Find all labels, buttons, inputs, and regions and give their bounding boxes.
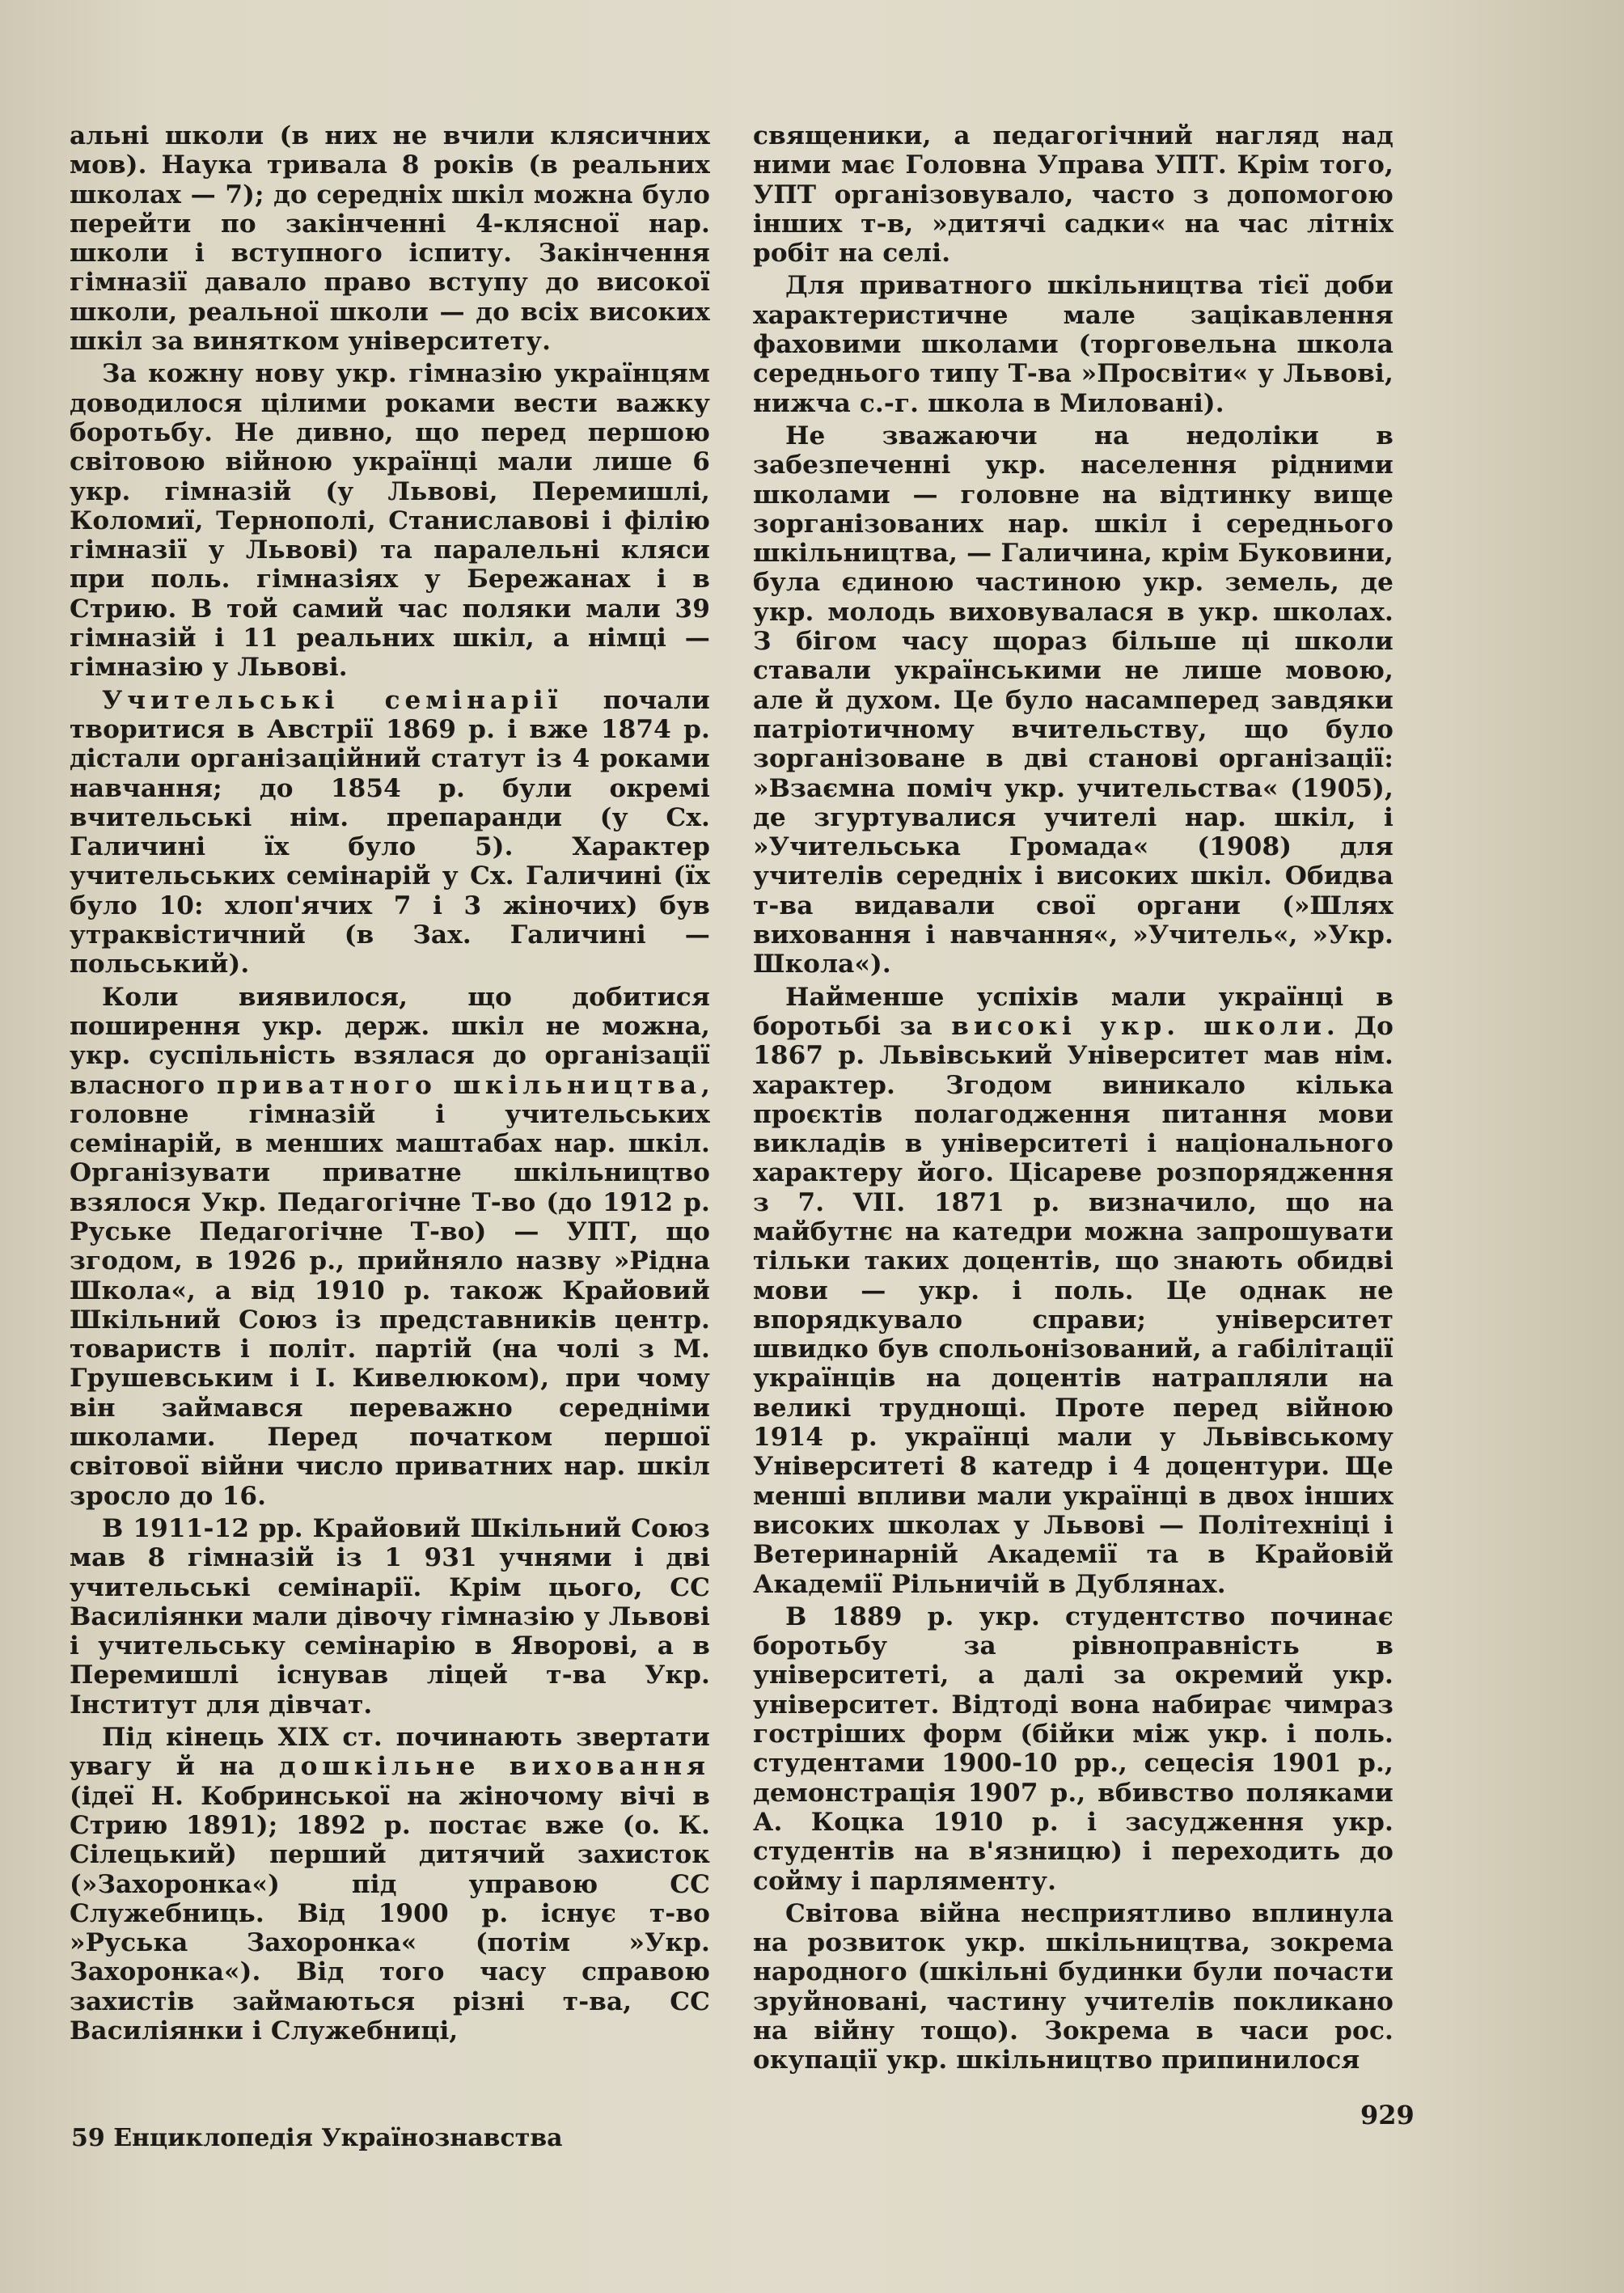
paragraph [70, 686, 710, 979]
paragraph-text: , головне гімназій і учительських семінарій, в менших маштабах нар. шкіл. Організувати приватне шкільництво взялося Укр. Педагогічне Т-во (до 1912 р. Руське Педагогічне Т-во) — УПТ, що згодом, в 1926 р., прийняло назву »Рідна Школа«, а від 1910 р. також Крайовий Шкільний Союз із представників центр. товариств і політ. партій (на чолі з М. Грушевським і І. Кивелюком), при чому він займався переважно середніми школами. Перед початком першої світової війни число приватних нар. шкіл зросло до 16. [70, 1070, 710, 1511]
right-column [753, 121, 1394, 2079]
paragraph-text: (ідеї Н. Кобринської на жіночому вічі в Стрию 1891); 1892 р. постає вже (о. К. Сілецький) перший дитячий захисток (»Захоронка«) під управою СС Служебниць. Від 1900 р. існує т-во »Руська Захоронка« (потім »Укр. Захоронка«). Від того часу справою захистів займаються різні т-ва, СС Василіянки і Служебниці, [70, 1781, 710, 2046]
paragraph-text: Найменше успіхів мали українці в боротьбі за [753, 982, 1394, 1041]
paragraph: священики, а педагогічний нагляд над ними має Головна Управа УПТ. Крім того, УПТ організовувало, часто з допомогою інших т-в, »дитячі садки« на час літніх робіт на селі. [753, 121, 1394, 269]
page-number: 929 [1360, 2100, 1415, 2130]
paragraph: Не зважаючи на недоліки в забезпеченні укр. населення рідними школами — головне на відтинку вище зорганізованих нар. шкіл і середнього шкільництва, — Галичина, крім Буковини, була єдиною частиною укр. земель, де укр. молодь виховувалася в укр. школах. З бігом часу щораз більше ці школи ставали українськими не лише мовою, але й духом. Це було насамперед завдяки патріотичному вчительству, що було зорганізоване в дві станові організації: »Взаємна поміч укр. учительства« (1905), де згуртувалися учителі нар. шкіл, і »Учительська Громада« (1908) для учителів середніх і високих шкіл. Обидва т-ва видавали свої органи (»Шлях виховання і навчання«, »Учитель«, »Укр. Школа«). [753, 421, 1394, 979]
paragraph: За кожну нову укр. гімназію українцям доводилося цілими роками вести важку боротьбу. Не дивно, що перед першою світовою війною українці мали лише 6 укр. гімназій (у Львові, Перемишлі, Коломиї, Тернополі, Станиславові і філію гімназії у Львові) та паралельні кляси при поль. гімназіях у Бережанах і в Стрию. В той самий час поляки мали 39 гімназій і 11 реальних шкіл, а німці — гімназію у Львові. [70, 359, 710, 683]
paragraph: Для приватного шкільництва тієї доби характеристичне мале зацікавлення фаховими школами (торговельна школа середнього типу Т-ва »Просвіти« у Львові, нижча с.-г. школа в Миловані). [753, 271, 1394, 418]
paragraph-text: . До 1867 р. Львівський Університет мав нім. характер. Згодом виникало кілька проєктів полагодження питання мови викладів в університеті і національного характеру його. Цісареве розпорядження з 7. VII. 1871 р. визначило, що на майбутнє на катедри можна запрошувати тільки таких доцентів, що знають обидві мови — укр. і поль. Це однак не впорядкувало справи; університет швидко був спольонізований, а габілітації українців на доцентів натрапляли на великі труднощі. Проте перед війною 1914 р. українці мали у Львівському Університеті 8 катедр і 4 доцентури. Ще менші впливи мали українці в двох інших високих школах у Львові — Політехніці і Ветеринарній Академії та в Крайовій Академії Рільничій в Дублянах. [753, 1011, 1394, 1599]
paragraph [70, 1723, 710, 2046]
paragraph-text: Під кінець XIX ст. починають звертати увагу й на [70, 1723, 710, 1782]
signature-mark: 59 Енциклопедія Українознавства [71, 2124, 563, 2152]
paragraph: альні школи (в них не вчили клясичних мов). Наука тривала 8 років (в реальних школах — 7); до середніх шкіл можна було перейти по закінченні 4-клясної нар. школи і вступного іспиту. Закінчення гімназії давало право вступу до високої школи, реальної школи — до всіх високих шкіл за винятком університету. [70, 121, 710, 357]
spaced-term: дошкільне виховання [278, 1752, 710, 1782]
paragraph: В 1911-12 рр. Крайовий Шкільний Союз мав 8 гімназій із 1 931 учнями і дві учительські семінарії. Крім цього, СС Василіянки мали дівочу гімназію у Львові і учительську семінарію в Яворові, а в Перемишлі існував ліцей т-ва Укр. Інститут для дівчат. [70, 1513, 710, 1720]
left-column [70, 121, 710, 2049]
paragraph [753, 983, 1394, 1599]
paragraph-text: Коли виявилося, що добитися поширення укр. держ. шкіл не можна, укр. суспільність взялася до організації власного [70, 982, 710, 1100]
paragraph [70, 983, 710, 1511]
paragraph-text: почали творитися в Австрії 1869 р. і вже 1874 р. дістали організаційний статут із 4 роками навчання; до 1854 р. були окремі вчительські нім. препаранди (у Сх. Галичині їх було 5). Характер учительських семінарій у Сх. Галичині (їх було 10: хлоп'ячих 7 і 3 жіночих) був утраквістичний (в Зах. Галичині — польський). [70, 685, 710, 979]
spaced-term: високі укр. школи [951, 1011, 1326, 1041]
spaced-term: Учительські семінарії [102, 685, 563, 715]
spaced-term: приватного шкільництва [216, 1070, 702, 1100]
paragraph: Світова війна несприятливо вплинула на розвиток укр. шкільництва, зокрема народного (шкільні будинки були почасти зруйновані, частину учителів покликано на війну тощо). Зокрема в часи рос. окупації укр. шкільництво припинилося [753, 1898, 1394, 2075]
paragraph: В 1889 р. укр. студентство починає боротьбу за рівноправність в університеті, а далі за окремий укр. університет. Відтоді вона набирає чимраз гостріших форм (бійки між укр. і поль. студентами 1900-10 рр., сецесія 1901 р., демонстрація 1907 р., вбивство поляками А. Коцка 1910 р. і засудження укр. студентів на в'язницю) і переходить до сойму і парляменту. [753, 1601, 1394, 1896]
